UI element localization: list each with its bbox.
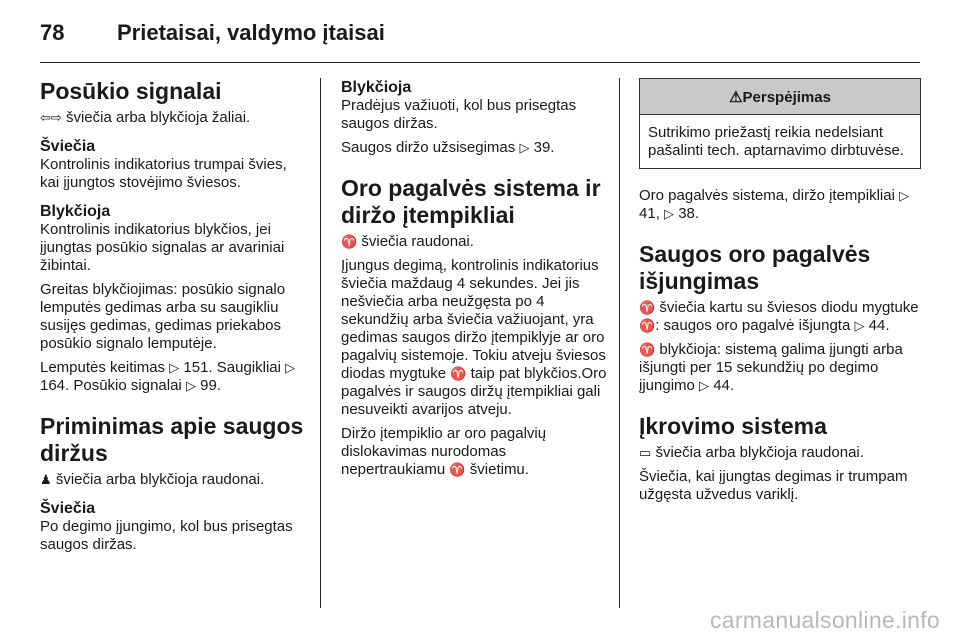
section-title-seatbelt-reminder: Priminimas apie saugos diržus bbox=[40, 413, 304, 466]
page-header bbox=[40, 16, 920, 63]
section-title-airbag-deactivation: Saugos oro pagalvės išjungimas bbox=[639, 241, 871, 294]
arrow-icon: ▷ bbox=[854, 318, 865, 333]
arrow-icon: ▷ bbox=[699, 378, 710, 393]
turn-signal-icon: ⇦⇨ bbox=[40, 110, 62, 125]
page-ref[interactable]: 44 bbox=[868, 317, 886, 334]
paragraph: Įjungus degimą, kontrolinis indikatorius šviečia maždaug 4 sekundes. Jei jis nešviečia arba neužgęsta po 4 sekundžių arba šviečia važiuojant, yra gedimas saugos diržo įtempiklyje ar oro pagalvių sistemoje. Tokiu atveju šviesos diodas mygtuke ♈ taip pat blykčios.Oro pagalvės ir saugos diržų įtempikliai gali nesuveikti avarijos atveju. bbox=[341, 257, 607, 418]
paragraph: Diržo įtempiklio ar oro pagalvių dislokavimas nurodomas nepertraukiamu ♈ švietimu. bbox=[341, 425, 547, 478]
warning-header: ⚠Perspėjimas bbox=[640, 79, 920, 115]
seatbelt-icon: ♟ bbox=[40, 472, 52, 487]
page-ref[interactable]: 99 bbox=[200, 377, 217, 394]
arrow-icon: ▷ bbox=[285, 360, 296, 375]
section-title-charging-system: Įkrovimo sistema bbox=[639, 413, 827, 439]
airbag-off-icon: ♈ bbox=[450, 366, 467, 381]
paragraph-cross-ref: Saugos diržo užsisegimas ▷ 39. bbox=[341, 139, 555, 156]
warning-box bbox=[639, 78, 921, 169]
arrow-icon: ▷ bbox=[664, 206, 675, 221]
section-title-airbag-system: Oro pagalvės sistema ir diržo įtempikliai bbox=[341, 175, 601, 228]
page-number: 78 bbox=[40, 20, 65, 45]
paragraph-cross-refs: Oro pagalvės sistema, diržo įtempikliai ▷ 41, ▷ 38. bbox=[639, 187, 910, 222]
airbag-icon: ♈ bbox=[341, 234, 358, 249]
subheading-flashes: Blykčioja bbox=[341, 79, 412, 96]
airbag-off-icon: ♈ bbox=[639, 300, 656, 315]
subheading-flashes: Blykčioja bbox=[40, 203, 111, 220]
arrow-icon: ▷ bbox=[185, 378, 196, 393]
paragraph: Kontrolinis indikatorius trumpai švies, kai įjungtos stovėjimo šviesos. bbox=[40, 156, 287, 191]
watermark: carmanualsonline.info bbox=[709, 607, 940, 633]
seatbelt-intro: ♟ šviečia arba blykčioja raudonai. bbox=[40, 471, 265, 488]
arrow-icon: ▷ bbox=[899, 188, 910, 203]
paragraph-cross-refs: Lemputės keitimas ▷ 151. Saugikliai ▷ 164. Posūkio signalai ▷ 99. bbox=[40, 359, 296, 394]
column-right bbox=[639, 78, 921, 510]
subheading-lights: Šviečia bbox=[40, 138, 96, 155]
paragraph: Šviečia, kai įjungtas degimas ir trumpam užgęsta užvedus variklį. bbox=[639, 468, 908, 503]
column-middle bbox=[341, 78, 611, 485]
subheading-lights: Šviečia bbox=[40, 500, 96, 517]
column-divider bbox=[619, 78, 620, 608]
paragraph: ♈ blykčioja: sistemą galima įjungti arba išjungti per 15 sekundžių po degimo įjungimo ▷ 44. bbox=[639, 341, 903, 394]
chapter-title: Prietaisai, valdymo įtaisai bbox=[117, 20, 385, 45]
paragraph: Po degimo įjungimo, kol bus prisegtas saugos diržas. bbox=[40, 518, 293, 553]
section-title-turn-signals: Posūkio signalai bbox=[40, 78, 222, 104]
warning-icon: ⚠ bbox=[729, 89, 743, 106]
paragraph: ♈ šviečia kartu su šviesos diodu mygtuke ♈: saugos oro pagalvė išjungta ▷ 44. bbox=[639, 299, 919, 334]
column-left bbox=[40, 78, 310, 560]
turn-signals-intro: ⇦⇨ šviečia arba blykčioja žaliai. bbox=[40, 109, 251, 126]
airbag-off-icon: ♈ bbox=[639, 318, 656, 333]
battery-icon: ▭ bbox=[639, 445, 652, 460]
charging-intro: ▭ šviečia arba blykčioja raudonai. bbox=[639, 444, 864, 461]
paragraph: Pradėjus važiuoti, kol bus prisegtas saugos diržas. bbox=[341, 97, 577, 132]
paragraph: Greitas blykčiojimas: posūkio signalo lemputės gedimas arba su saugikliu susijęs gedimas, gedimas priekabos posūkio signalo lemputėje. bbox=[40, 281, 286, 352]
airbag-icon: ♈ bbox=[449, 462, 466, 477]
page-ref[interactable]: 151 bbox=[183, 359, 209, 376]
page-ref[interactable]: 164 bbox=[40, 377, 66, 394]
page-ref[interactable]: 41 bbox=[639, 205, 656, 222]
page-ref[interactable]: 44 bbox=[713, 377, 730, 394]
arrow-icon: ▷ bbox=[519, 140, 530, 155]
airbag-off-icon: ♈ bbox=[639, 342, 656, 357]
paragraph: Kontrolinis indikatorius blykčios, jei įjungtas posūkio signalas ar avariniai žibintai. bbox=[40, 221, 285, 274]
page-ref[interactable]: 38 bbox=[678, 205, 695, 222]
warning-body: Sutrikimo priežastį reikia nedelsiant pašalinti tech. aptarnavimo dirbtuvėse. bbox=[648, 124, 904, 159]
column-divider bbox=[320, 78, 321, 608]
arrow-icon: ▷ bbox=[169, 360, 180, 375]
page-ref[interactable]: 39 bbox=[533, 139, 551, 156]
airbag-intro: ♈ šviečia raudonai. bbox=[341, 233, 474, 250]
